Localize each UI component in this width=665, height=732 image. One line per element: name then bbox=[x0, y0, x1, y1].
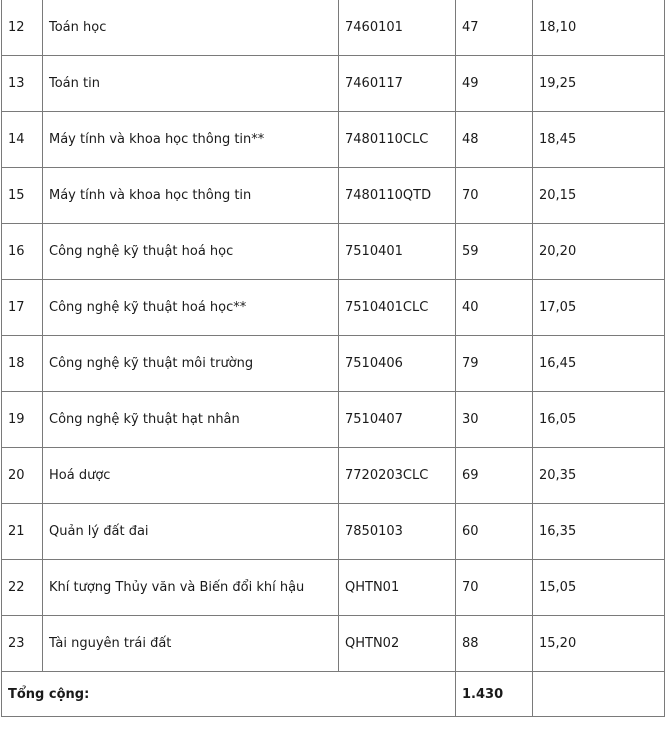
cell-stt: 16 bbox=[2, 224, 43, 280]
cell-quota: 48 bbox=[456, 112, 533, 168]
table-row bbox=[2, 168, 665, 224]
cell-major-code: QHTN01 bbox=[339, 560, 456, 616]
cell-quota: 79 bbox=[456, 336, 533, 392]
cell-quota: 59 bbox=[456, 224, 533, 280]
cell-score: 16,05 bbox=[533, 392, 665, 448]
cell-stt: 15 bbox=[2, 168, 43, 224]
cell-major-code: QHTN02 bbox=[339, 616, 456, 672]
cell-quota: 40 bbox=[456, 280, 533, 336]
cell-score: 20,15 bbox=[533, 168, 665, 224]
cell-major-name: Toán tin bbox=[43, 56, 339, 112]
cell-stt: 22 bbox=[2, 560, 43, 616]
cell-quota: 70 bbox=[456, 168, 533, 224]
cell-stt: 21 bbox=[2, 504, 43, 560]
table-row bbox=[2, 504, 665, 560]
cell-score: 20,35 bbox=[533, 448, 665, 504]
table-row bbox=[2, 0, 665, 56]
cell-score: 18,10 bbox=[533, 0, 665, 56]
admission-table bbox=[1, 0, 665, 717]
cell-major-code: 7460117 bbox=[339, 56, 456, 112]
cell-quota: 47 bbox=[456, 0, 533, 56]
table-row bbox=[2, 560, 665, 616]
cell-major-code: 7720203CLC bbox=[339, 448, 456, 504]
total-value: 1.430 bbox=[456, 672, 533, 717]
cell-quota: 88 bbox=[456, 616, 533, 672]
cell-score: 17,05 bbox=[533, 280, 665, 336]
cell-stt: 23 bbox=[2, 616, 43, 672]
cell-stt: 12 bbox=[2, 0, 43, 56]
cell-score: 18,45 bbox=[533, 112, 665, 168]
cell-quota: 60 bbox=[456, 504, 533, 560]
cell-major-code: 7850103 bbox=[339, 504, 456, 560]
cell-stt: 17 bbox=[2, 280, 43, 336]
table-row bbox=[2, 448, 665, 504]
cell-major-code: 7460101 bbox=[339, 0, 456, 56]
cell-quota: 70 bbox=[456, 560, 533, 616]
cell-major-name: Công nghệ kỹ thuật hoá học bbox=[43, 224, 339, 280]
cell-score: 15,05 bbox=[533, 560, 665, 616]
cell-major-name: Quản lý đất đai bbox=[43, 504, 339, 560]
cell-stt: 14 bbox=[2, 112, 43, 168]
cell-major-name: Công nghệ kỹ thuật hoá học** bbox=[43, 280, 339, 336]
total-empty-cell bbox=[533, 672, 665, 717]
table-row bbox=[2, 336, 665, 392]
cell-major-code: 7480110CLC bbox=[339, 112, 456, 168]
cell-score: 19,25 bbox=[533, 56, 665, 112]
cell-major-code: 7480110QTD bbox=[339, 168, 456, 224]
cell-major-code: 7510406 bbox=[339, 336, 456, 392]
table-row bbox=[2, 280, 665, 336]
cell-major-code: 7510401 bbox=[339, 224, 456, 280]
table-row bbox=[2, 112, 665, 168]
cell-major-name: Khí tượng Thủy văn và Biến đổi khí hậu bbox=[43, 560, 339, 616]
cell-score: 20,20 bbox=[533, 224, 665, 280]
cell-major-name: Công nghệ kỹ thuật môi trường bbox=[43, 336, 339, 392]
total-row bbox=[2, 672, 665, 717]
cell-major-name: Hoá dược bbox=[43, 448, 339, 504]
cell-major-code: 7510401CLC bbox=[339, 280, 456, 336]
total-label: Tổng cộng: bbox=[2, 672, 456, 717]
table-row bbox=[2, 616, 665, 672]
cell-quota: 30 bbox=[456, 392, 533, 448]
cell-score: 16,45 bbox=[533, 336, 665, 392]
cell-stt: 20 bbox=[2, 448, 43, 504]
cell-quota: 69 bbox=[456, 448, 533, 504]
table-row bbox=[2, 224, 665, 280]
cell-major-name: Máy tính và khoa học thông tin** bbox=[43, 112, 339, 168]
cell-major-name: Máy tính và khoa học thông tin bbox=[43, 168, 339, 224]
table-row bbox=[2, 392, 665, 448]
cell-score: 15,20 bbox=[533, 616, 665, 672]
cell-stt: 13 bbox=[2, 56, 43, 112]
table-body bbox=[2, 0, 665, 717]
cell-major-name: Công nghệ kỹ thuật hạt nhân bbox=[43, 392, 339, 448]
table-row bbox=[2, 56, 665, 112]
cell-major-code: 7510407 bbox=[339, 392, 456, 448]
cell-stt: 18 bbox=[2, 336, 43, 392]
cell-major-name: Tài nguyên trái đất bbox=[43, 616, 339, 672]
cell-major-name: Toán học bbox=[43, 0, 339, 56]
cell-stt: 19 bbox=[2, 392, 43, 448]
cell-score: 16,35 bbox=[533, 504, 665, 560]
cell-quota: 49 bbox=[456, 56, 533, 112]
